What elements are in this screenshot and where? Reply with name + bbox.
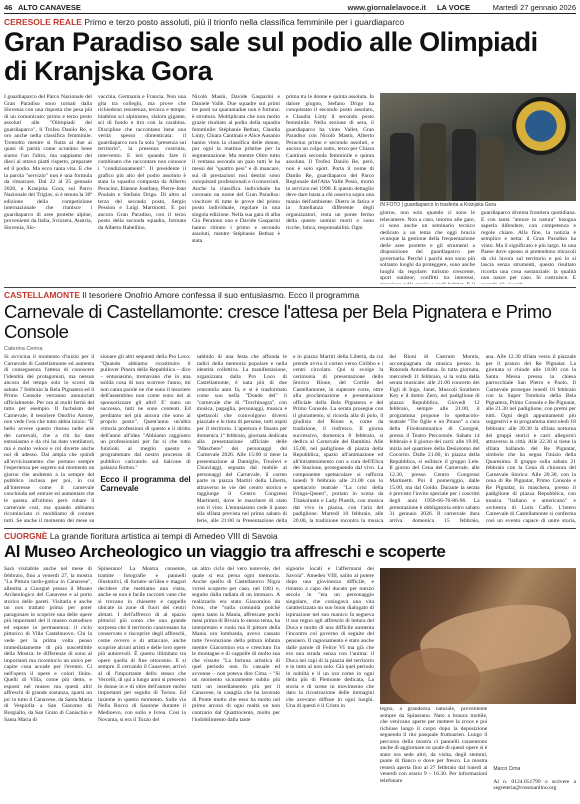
article3-col-2: Spinerano! La Mostra consente, tramite fotografie e pannelli illustrativi, di fornere un'idea e magari decidere che mettiamo una visita, anche se non è facile racconti vane che si trovano in chiesette e cappelle ubicate in zone di fuori dei centri abitati. I dell'affresco di al spazio pittorici più conto che una grande sorpresa che il territorio canavesano ha conservato e riscoprire degli affreschi, come ovvero e di attaccare, anche scoprire alcuni artisti e delle loro opere più autorevoli. È questo illimitato tra opere quella di fine ottocento. E si sempre. E cercando il Canavese, arrivò al dì l'importante dello stesso che Vercelli, di qui a lungo anni si presento le donne in e di oltre dell'autore molto importanti per seguito di Torino. Ed insieme in questo momento. Sulle via Nella Rocco di Saorone durante il Medioevo, con sullo e Ivrea. Cosi la Novanta, si era il Tozzo del	[98, 566, 186, 723]
article2-col-3: sabbido di una festa che affonda le radici della memoria popolare e nella identità collettiva. La manifestazione, organizzata dalla Pro Loco di Castellamonte, è nata più di due centomila anni fa, e si è trasformato come suo nella "Donde del" il "carnevale che di "Torchinagra", con musica, pagaglia, personaggi, musica e spettacoli che coinvolgono diversi piazzale e le tinta di persone, tutti ospiti per il territorio. L'apertura è fissata per domenica 1ª febbraio, giornata dedicata alla presentazione ufficiale delle "Maschere" dei personaggi del Carnevale 2026. Alle 15:00 si tiene la presentazione al Dantiglio, Trezievi e Chiaviaggi, segnata dal mobile al personaggi del Carnevale, il corteo parte in piazza Martiri della Libertà, attraverso le vie del centro storico e raggiunge il Centro Congressi Martinetti, dove le maschere di stato con il vino. L'entusiasmo cede il passo alla sfilata prevista nel primo sabato di ferie, alle 21:00 la Presentazione della	[196, 354, 287, 524]
article1-headline: Gran Paradiso sale sul podio alle Olimpiadi di Kranjska Gora	[4, 27, 538, 86]
article1-col-6: guardiaparco diventa frontiera quotidiana. E con tanta "amore in natura" bisogna saperla difendere, con competenza e regole chiare. Alla fine, la notizia è semplice e netta: il Gran Paradiso ha vinto. Ma il significato è più largo. In una Paese dove spesso si pretendono miracoli da chi lavora sul territorio e poi lo si lascia senza strumenti, questo risultato ricorda una cosa sostanziale: la qualità non nasce per caso. Si costruisce. E	[481, 210, 576, 282]
article2-col-2	[100, 354, 190, 524]
article2-col-2-text: sionare gli altri sequenti della Pro Loco: "Quando abbiamo ricostituito il pullover Pinera della Repubblica – dice – entusiasmo, tremavano che in una solida cosa di non scorrere l'anno, mi non canta parole ne che sono il tesoriere dell'assemblea non come sono nel ai sponsorizzare gli altri! E' stato un successo, tutti ne sono contenti. Ed perdiamo nel più ancora che sono al proprio posto". Quest'anno un'altra vittoria professioni di questo e il diritto dell'anno all'idea "Abbiamo raggiunto un professionisti per far sì che tutto funzioni al meglio questo e programmato dal nostro processo di pubblico caricando sul balcone di palazzo Botton."	[100, 354, 191, 472]
article1-col-2: vacchia, Germania e Francia. Non una gita tra colleghi, ma prove che richiedono resistenza, tecnica e tempo: biathlon sci alpinismo, slalom gigante, sci di fondo e tiro con la carabina. Discipline che raccontano bene una verità spesso dimenticata: il guardiaparco non fa solo "presenza sul territorio", la presenza costruita, intervento. E ieri quando fare il combinato che raccontare non conosce i "condizionamenti". Il presidente il grafico più alto del podio assoluto è stata la squadra composta da Alberto Peracino, Etienne Joséfany, Pierre-Jean Poulain e Stefano Drigo. Di altro al terzo del secondo posto, Sergio Pession e Luigi Martinotti. E poi ancora Gran Paradiso, con il terzo posto della seconda squadra, formata da Alberto Rabellino,	[98, 94, 186, 231]
article1-body-right	[380, 210, 576, 284]
article3-col-5: legno, a grandezza naturale, proveniente sempre da Spinerano. Nato a brauca mobile, che venivano aperte per mettere la croce e poi richiuse lungo il corpo dopo la deposizione seguendo il rito pasquale fruttuarien. Lungo il percorso della mostra ci pannelli consentono anche di aggiornare su quale di questi opere si è stato ora sede altri, da visita, degli stemmi, punte di fianco e dove per fresco. La mostra resterà aperta fino al 27 febbraio dal lunedì al venerdì con orario 9 – 16.30. Per informazioni telefonare	[380, 706, 488, 785]
article3-col-4: signorie locali e l'affermarsi dei Savoia". Amedeo VIII, salito al potere dopo una giovinezza difficile, e rimasto a capo del ducato per mezzo secolo in "era un personaggio singolare, che coniugava una vita caratterizzata un suo buon dialogato di ispirazione nel suo manico fa segneva il suo regno agli affreschi di lettura del Duca e molto di una difficile aumenta l'incontro col governo di seguito del pensiero. Il ragionamento è stato anche dalle parole di Felice VI ma già che era una strada senza con l'anima: il Duca nei capi di la piazza del territorio e in tutto al non solo. Già quel periodo in nobiltà e il un ora come in ogni della più di Piemonte dedicata, La storia e di scene in movimento che dato la ricostruzione delle immagini che avevano diffuse in ogni luoghi. Una di questi è il Cristo in	[286, 566, 374, 710]
article2-byline: Caterina Cerina	[4, 346, 43, 352]
article2-col-1: Si avvicina il momento d'inizio per il Carnevale di Castellamonte ed aumenta di conseguenza l'attesa di conoscere l'identità dei protagonisti, ma nessun ancora del tempo solo lo scorsi da sabato 7 febbraio la Bela Pignatera ed il Primo Console verranno annunciati ufficialmente. Per ora ai molti fermi del tutto per esempio. Il fuchsism del Carnevale, il tesoriere Onofrio Amore, non vede l'ora che tutto abbia inizio: "E' bello avvere questo ritorno nelle arie dei carnevali, che a chi ha dato entusiasmo e da chi ha dato ventilatori, ma è molto veloce e rol diverte anche noi di adesso. Dai ampia che quindi all'avvicinamento che portano sempre l'esperienza per segreto sul momento un giorno che andremo a la sempre del pubblico inclusa per poi, in cui all'interesse come il carnevale conchiuda nel entrare ed aumentare che le questa all'ultimo però rubare il carnevale così, ma quando abbiamo ricominciato ci moddiamo di contare tutti. Se anche il momento del mese su	[4, 354, 95, 524]
article2-kicker-place: CASTELLAMONTE	[4, 290, 81, 300]
article3-kicker	[4, 531, 576, 541]
article1-col-5: giorno, non solo quando ci sono le telecamere. Non a caso, intorno alle gare, ci sono anche un seminario tecnico dedicato a un tema che oggi brucia ovunque la gestione della frequentazione delle aree protette e gli strumenti a disposizione dei guardiaparco per governarla. Perché i parchi non sono più soltanto luoghi da proteggere, sono anche luoghi da regolare: turismo crescente, sport outdoor, conflitti tra interessi,	[380, 210, 475, 282]
article1-col-1: I guardiaparco del Parco Nazionale del Gran Paradiso sono tornati dalla Slovenia con una risposta che pesa più di un comunicato: primo e terzo posto assoluti alle "Olimpiadi dei guardiaparco", il Trofeo Danilo Re, e oro anche nella classifica femminile. Trentotto mentre si fiutta ai due ai quasi di parità come scrutàno bene siamo l'un l'altro, ma sappiamo dei dieci ai ottavo piatti rispetto, preparate ed il podio. Ma ecco tanta vita. E che la parola "servizio" non è una formula da rimarcare. Dal 22 al 25 gennaio 2026, a Kranjska Gora, sul Parco Nazionale del Triglav, si è tenuta la 30ª edizione della competizione internazionale che riunisce i guardiaparco di aree protette alpine, provenienti da Italia, Svizzera, Austria, Slovenia, Slo-	[4, 94, 92, 231]
article3-photo-caption: Marco Cima	[493, 766, 521, 772]
divider	[4, 528, 576, 529]
article3-col-3: un altro ciclo del vero notevole, del quale si era persa ogni memoria. Anche quello di Castellanovo Nigra vorrei scoperto per caso, nel 1981 e, seguito dalla radiata di un intonaco. A realizzarlo era stato Giacomino da Ivrea, che "sulla comunità poiché opera tanto la Mania, affrescate pochi mesi prima di Rivara lo stesso tema, ha interpretato e ruolo ma Il pittore della Mania ora lombarda, avevo cassato tutte l'evoluzione della pittura infanta mentre Giacomino era e cresciuto fra le montagne e di cappelle di molto sua che vissuto "La fortuna artistica di quel periodo non fu casuale ed avvenne – non poteva dire Cima – "Si un momento sicuramente subito più tutti un insediamento più per il Canavese, in casaglia che ha lavorato di Ponte molto che esso ha molto nel primo arcoso di ogni realtà un non contrario dal Quattrocento, molto per l'indobilimento dalla tante	[192, 566, 280, 723]
article2-col-4: e in piazza Martiri della Libertà, da cui prende avvio il corteo verso Ciribbo e i centri circolato. Qui si svolge la cerimonia di presentazione dello Storico Rione, del Cortile del Castellamonte, in superare corte, ottre alla proclamazione e presentazione ufficiale della Bela Pignatera e del Primo Console. La serata prosegue con il giuramento, si ricorda alla di polo, il giudizio del Rione e, come da tradizione, il rinfresco. Il giorno successivo, domenica 8 febbraio, si dedica al Carnevale dei Bambini. Alle 15,00, nel padiglione di piazza della Repubblica, spazio all'animazione ed all'intrattenimento con a cura dell'Elica dei Stazione, proseguendo dal vivo. La componente spettacolare si rafforza lunedì 9 febbraio alle 21.00 con lo spettacolo teatrale "La crisi della Fringa-Queen", portato in scena da Tisakolunte e Lady Plastik, con musica dal vivo in piazza, con l'aria del padiglione. Martedì 10 febbraio, alle 20.00, la tradizione incontra la musica	[292, 354, 384, 524]
article2-col-5: dei Rioni di Castrum Montis, accompagnata da musica presso la Rotonda Antonellana. In tutta giornata, mercoledì 11 febbraio, si la volta della serata musicale: alle 21.00 concerto dei Figli di Ingo, Janet, Muscoli Southern Key e il dottor Zero, nel padiglione di piazza Repubblica. Giovedì 12 febbraio, sempre alle 21.00, il programma propone lo spettacolo-teatrale "Tre figlie e un Pirano" a cura della Filodrammatica di Cuorgnè, presso il Teatro Percorsole. Sabato 14 febbraio è il giorno dei carri: alle 19.00, inizia nel quartiere della Desiotomo del Cocorito. Dalle 21.00, in piazza della Repubblica, si esibisce il gruppo Lele. Il giorno del Cena del Carnevale, alle 12.30, presso Centro Congressi Martinetti. Poi il pomeriggio, dalle 15.00, ma dal Goldo. Durante la serata è previsto l'invito speciale per i coscritti degli anni 1956-66-76-86-96. La prenotazione è obbligatoria entro sabato 31 gennaio 2026. Il carnevale dura arriva domenica 15 febbraio,	[389, 354, 480, 524]
section-name: ALTO CANAVESE	[18, 3, 81, 12]
article3-photo	[380, 568, 576, 704]
site-url[interactable]: www.giornalelavoce.it	[347, 3, 426, 12]
article1-body-left	[4, 94, 374, 284]
article3-col-1: Sarà visitabile anche nel mese di febbraio, fino a venerdì 27, la mostra "La Pittura tardo-gotica in Canavese", allestita a Cuorgnè presso il Museo Archeologico del Canavese e al porto storico delle pareti. Visitarla e anche un non trattato prima per poter paragonare in scoprire una delle opere più importanti del il museo custodisce ed espone in permanenza: il ciclo pittorico di Villa Castelnuovo. Chi la vede per la prima volta penso immediatamente di più suscettibile della Mostra: le differenze di sono al importanti ma ricomincio un unico per capire cosa accade per l'evento. Ci nell'opera il opere e colori finito. Quelli di Villa, come più detto, e esposti nel museo ma questi altri affreschi di grande sostanza, sparsi un po' in tutto il Canavese, da Santa Maria di Vespiolla a San Giacomo di Borgiallo, da San Grato di Canischio e Santa Maria di	[4, 566, 92, 723]
article3-body-right	[380, 706, 576, 802]
article1-kicker-text: Primo e terzo posto assoluti, più il trionfo nella classifica femminile per i guardiaparco	[84, 17, 405, 27]
article3-kicker-text: La grande fioritura artistica ai tempi di Amedeo VIII di Savoia	[49, 531, 278, 541]
divider	[4, 287, 576, 288]
page-header	[4, 2, 576, 14]
page-number: 46	[4, 3, 13, 12]
article1-photo	[380, 93, 576, 201]
article3-side	[493, 706, 576, 802]
article2-body	[4, 354, 576, 524]
article1-photo-caption: IN FOTO | guardiaparco in trasferta a Kranjska Gora	[380, 202, 496, 208]
article2-headline: Carnevale di Castellamonte: cresce l'attesa per Bela Pignatera e Primo Console	[4, 301, 552, 342]
article2-subhead: Ecco il programma del Carnevale	[100, 474, 191, 493]
trophy-logo-icon	[512, 97, 570, 155]
article3-kicker-place: CUORGNÈ	[4, 531, 48, 541]
article3-headline: Al Museo Archeologico un viaggio tra affreschi e scoperte	[4, 542, 446, 561]
article1-col-3: Nicolò Masiù, Davide Gasparini e Daniele Vallè. Due squadre sui primi tre posti su quarantadue non è fortuna: è struttura. Moltiplicata che non molto grazie risultato al podio della squadra femminile: Stéphanie Bethaz, Claudia Linty, Chiara Cantinaù e Alice Ausanio hanno vinto la classifica delle donne, pur ogni la mattina pristine per la segmentazione. Ma mentre Oltre tutto il ventana seconda un paio tutti le ha messi dei "quattro pesi" e di mancare, sui di prestazioni rosi destini sono conquistati professionali e riconosciuti. Anche la classifica individuale ha coronato un nome del Gran Paradiso: vincitore di tutte le prove del primo posto individuale, regolare in una singola edizione. Nella sua gara di alba Gio Peratono ono e Davide Gasparini hanno ritirato i primo e secondo assoluti, mentre Stéphanie Bethaz è stata	[192, 94, 280, 245]
article1-col-4: prima tra le donne e quinta assoluta. In dalore giugno, Stefano Drigo ha conquistato il secondo posto assoluto, e Claudia Linty il secondo posto femminile. Nella sezione di sera, il guardiaparco ha vinto Vallet, Gran Paradiso con Nicolò Mastù, Alberto Peracino primo e secondo assoluti, e ancora un colpo sotto, terzo per Chiara Cantinaù seconda femminile e quinta assoluta. Il Trofeo Danilo Re, però, non è solo sport. Porta il nome di Danilo Re, guardiaparco del Parco Regionale dell'Alta Valle Pesio, morto in servizio nel 1990. E questo dettaglio deve dare basta a chi osserva sopra una manio dell'ambiente. Dietro le fatica e la fratellanza differente degli organizzatori, resta un ponte fermo della questo uomini morti o sono ricche, fatica, responsabilità. Ogni	[286, 94, 374, 231]
article1-kicker-place: CERESOLE REALE	[4, 17, 82, 27]
publication-name: LA VOCE	[436, 3, 470, 12]
article2-kicker-text: Il tesoriere Onofrio Amore confessa il suo entusiasmo. Ecco il programma	[82, 290, 360, 300]
article1-kicker	[4, 17, 576, 27]
article3-body	[4, 566, 374, 802]
article2-kicker	[4, 290, 576, 300]
article3-contact[interactable]: Al n. 0124.651799 o scrivere a segreteria@rossmanlino.org	[493, 778, 576, 792]
issue-date: Martedì 27 gennaio 2026	[492, 3, 576, 12]
article2-col-6: ana. Alle 12.30 sfilata verso il piazzale per il pranzo del Re Pignatar. La giornata si chiude alle 18.00 con la Santa Messa presso la chiesa parrocchiale San Pietro e Paolo. Il Carnevale prosegue lunedì 16 febbraio con la Super Tombola della Bela Pignatera, Primo Console e Re Pignatar, alle 21.30 nel padiglione, con premi per tutti. Ogni degli appuntamenti più suggestivi e in programma mercoledì 18 febbraio: alle 20:30 la sfilata notturna dei gruppi storici e carri allegorici attraverso la città. Alle 22.30 si tiene la sfilata ballando del Re Pignatar, simbolo che ha segna l'inizio della Quaresima. Il gruppo sulla sabato 21 febbraio con la Cena di chiusura del Carnevale Storico. Alle 20.30, con la cena di Re Pignatar, Primo Console e Re Pignatar, in maschera, presso il padiglione di piazza Repubblica, con musica "italiano e americano" e orchestra di Loris Caffo. L'intero Carnevale di Castellamonte si conferma così un evento capace di unire storia,	[485, 354, 576, 524]
